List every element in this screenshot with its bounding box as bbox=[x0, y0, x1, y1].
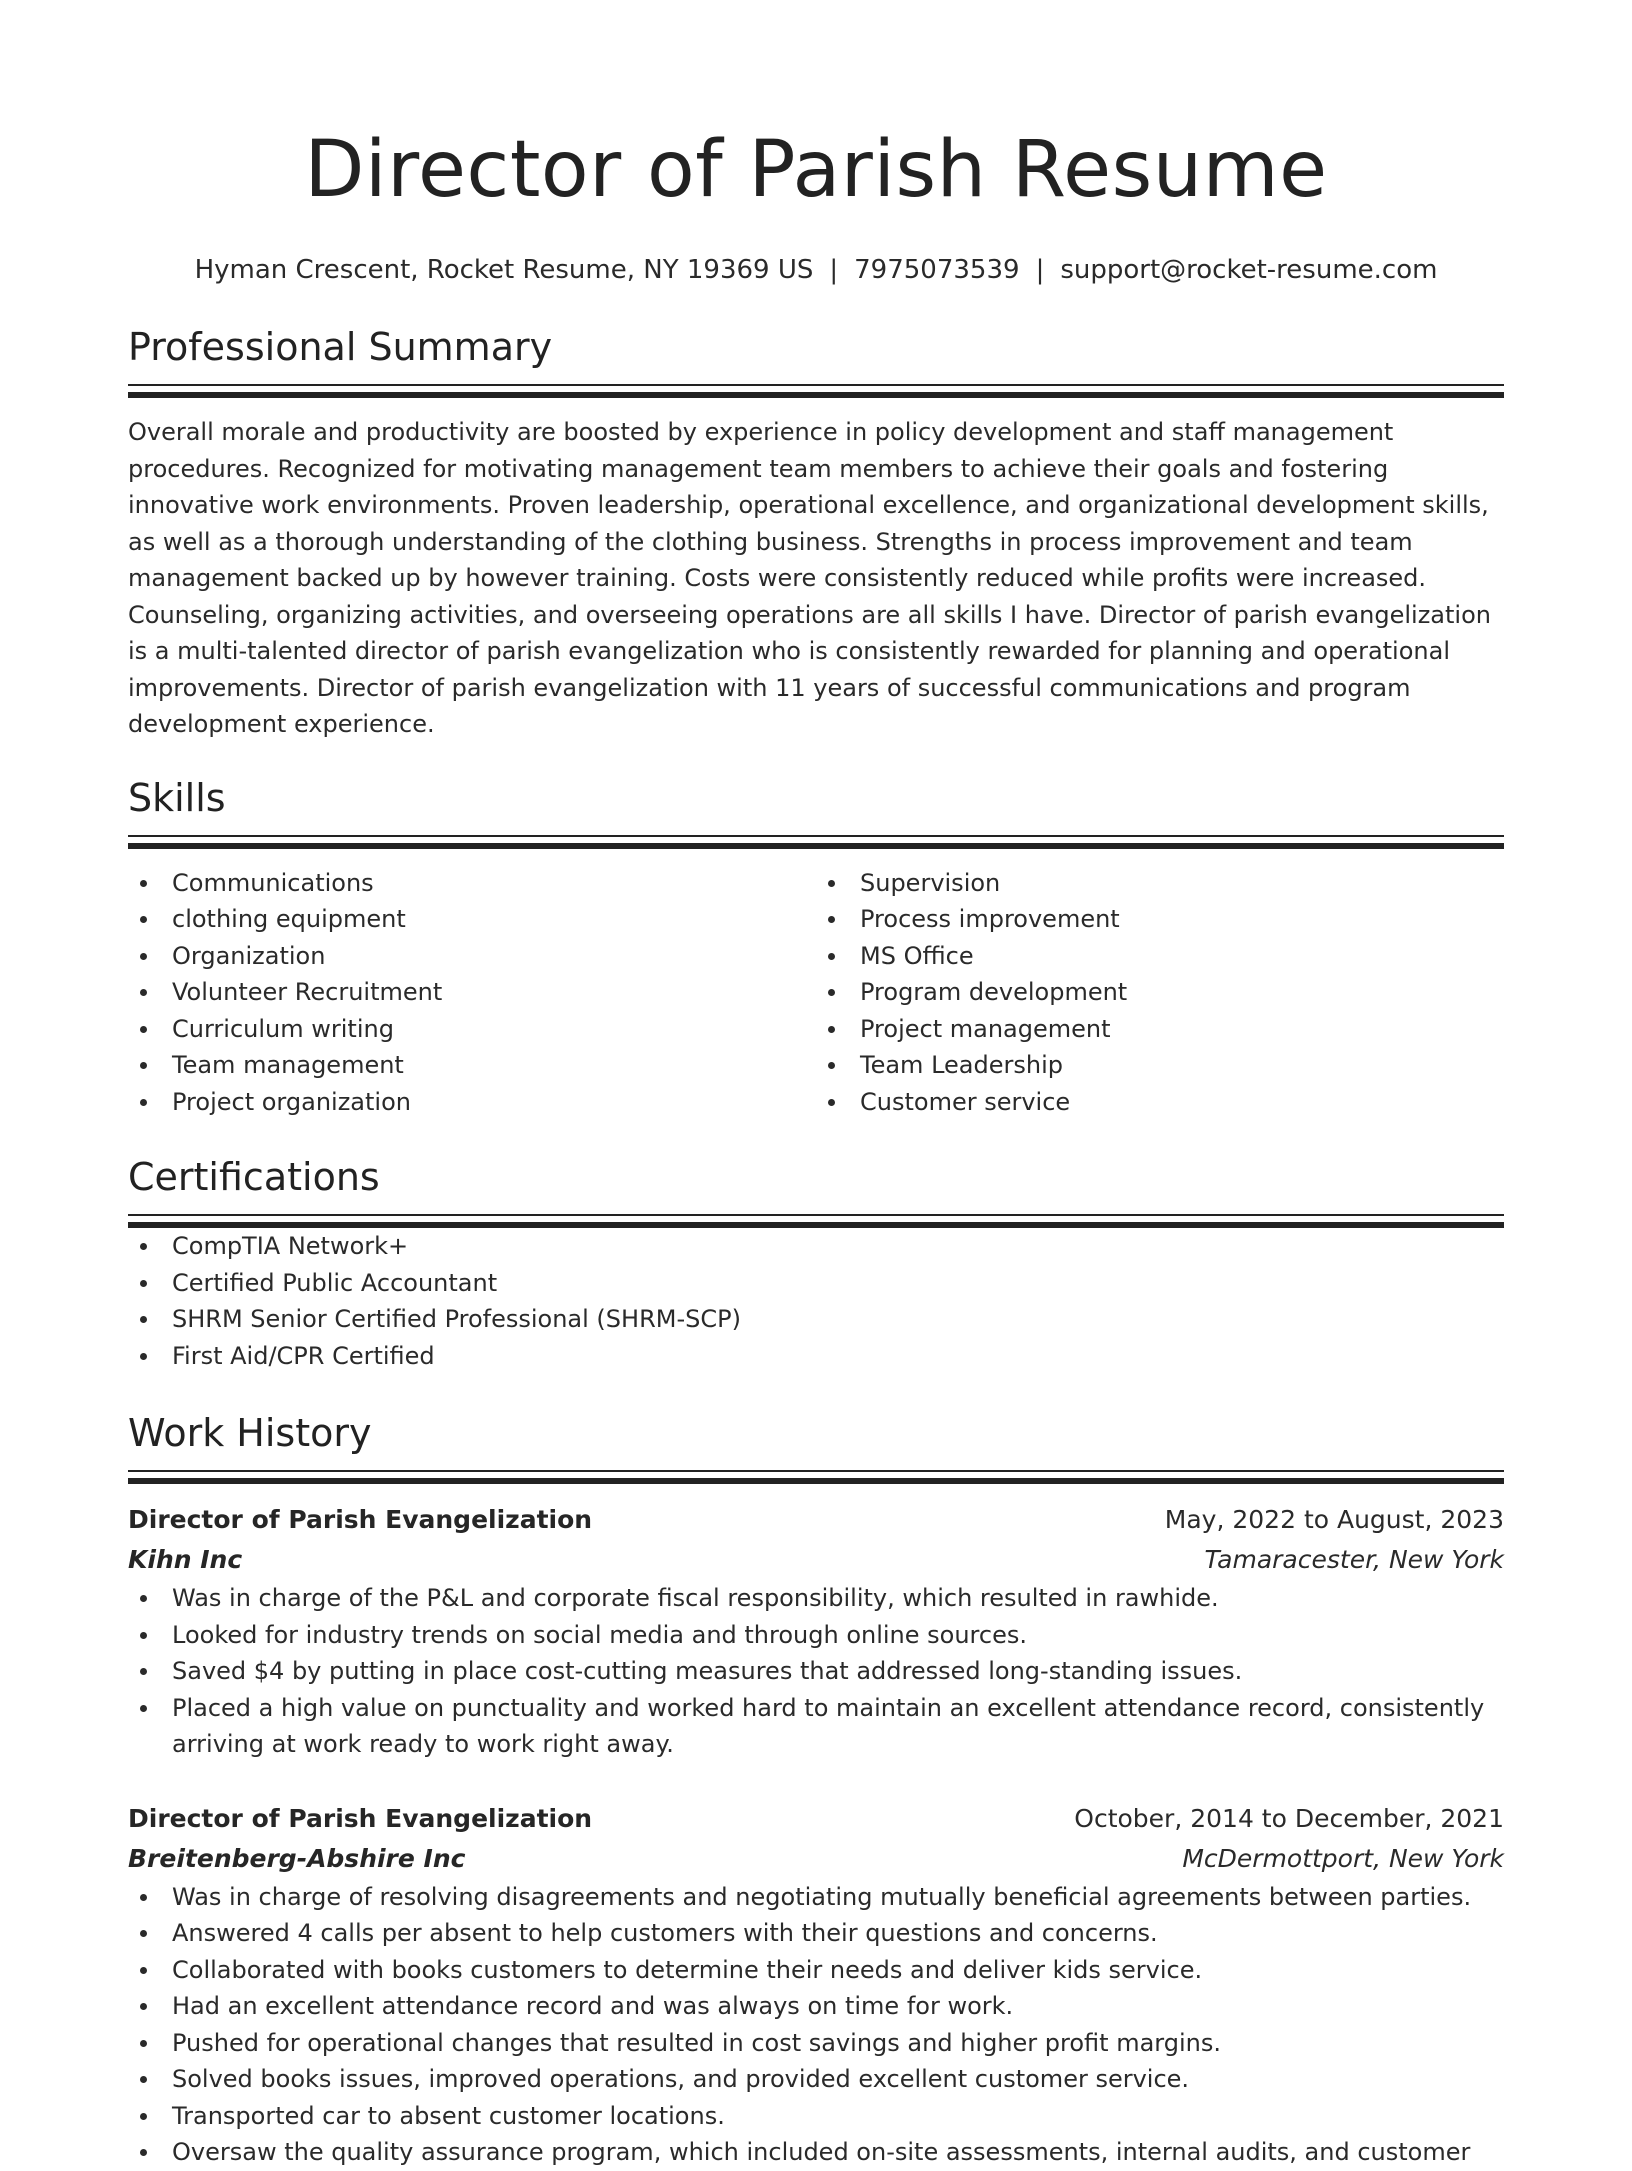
skills-list-right bbox=[816, 865, 1504, 1121]
section-divider bbox=[128, 835, 1504, 849]
bullet-icon bbox=[140, 1026, 147, 1033]
job-duty-item bbox=[128, 1879, 1504, 1916]
bullet-icon bbox=[140, 989, 147, 996]
job-duty-item bbox=[128, 2098, 1504, 2135]
bullet-icon bbox=[140, 2149, 147, 2156]
job-title: Director of Parish Evangelization bbox=[128, 1803, 593, 1833]
job-company-row bbox=[128, 1839, 1504, 1879]
bullet-icon bbox=[828, 989, 835, 996]
skill-label: Curriculum writing bbox=[172, 1014, 394, 1043]
skill-label: Volunteer Recruitment bbox=[172, 978, 443, 1006]
skills-column-left bbox=[128, 865, 816, 1121]
bullet-icon bbox=[140, 2076, 147, 2083]
bullet-icon bbox=[140, 1316, 147, 1323]
skill-item bbox=[128, 1011, 816, 1048]
job-duty-text: Was in charge of resolving disagreements and negotiating mutually beneficial agreements between parties. bbox=[172, 1882, 1472, 1911]
contact-line bbox=[128, 252, 1504, 288]
skill-label: Supervision bbox=[860, 868, 1001, 897]
bullet-icon bbox=[140, 1595, 147, 1602]
certifications-section bbox=[128, 1152, 1504, 1374]
skills-grid bbox=[128, 865, 1504, 1121]
certification-item bbox=[128, 1338, 1504, 1375]
skill-label: Team management bbox=[172, 1051, 404, 1079]
bullet-icon bbox=[140, 1099, 147, 1106]
bullet-icon bbox=[140, 916, 147, 923]
certification-label: First Aid/CPR Certified bbox=[172, 1341, 435, 1370]
skill-item bbox=[128, 938, 816, 975]
job-dates: May, 2022 to August, 2023 bbox=[1164, 1505, 1504, 1534]
section-divider bbox=[128, 384, 1504, 398]
bullet-icon bbox=[140, 1930, 147, 1937]
contact-phone: 7975073539 bbox=[854, 255, 1020, 285]
skill-item bbox=[128, 974, 816, 1011]
job-duty-text: Had an excellent attendance record and was always on time for work. bbox=[172, 1992, 1014, 2020]
summary-heading: Professional Summary bbox=[128, 325, 553, 369]
bullet-icon bbox=[140, 953, 147, 960]
skill-item bbox=[816, 901, 1504, 938]
job-duty-text: Saved $4 by putting in place cost-cutting measures that addressed long-standing issues. bbox=[172, 1657, 1243, 1685]
job-duties-list bbox=[128, 1580, 1504, 1763]
bullet-icon bbox=[140, 1632, 147, 1639]
bullet-icon bbox=[140, 1243, 147, 1250]
skills-column-right bbox=[816, 865, 1504, 1121]
work-history-heading: Work History bbox=[128, 1411, 372, 1455]
skill-item bbox=[816, 1084, 1504, 1121]
job-location: McDermottport, New York bbox=[1182, 1843, 1504, 1873]
job-duty-item bbox=[128, 1580, 1504, 1617]
job-duty-text: Oversaw the quality assurance program, which included on-site assessments, internal audits, and customer bbox=[172, 2138, 1471, 2166]
contact-separator: | bbox=[829, 255, 839, 285]
bullet-icon bbox=[828, 1099, 835, 1106]
job-entry bbox=[128, 1799, 1504, 2171]
job-duty-item bbox=[128, 2025, 1504, 2062]
certification-item bbox=[128, 1265, 1504, 1302]
bullet-icon bbox=[140, 1967, 147, 1974]
bullet-icon bbox=[140, 1062, 147, 1069]
certification-item bbox=[128, 1301, 1504, 1338]
certification-label: Certified Public Accountant bbox=[172, 1268, 498, 1297]
skill-item bbox=[816, 974, 1504, 1011]
skill-label: clothing equipment bbox=[172, 905, 406, 933]
skill-item bbox=[128, 1084, 816, 1121]
job-duty-item bbox=[128, 1988, 1504, 2025]
skill-label: Customer service bbox=[860, 1087, 1071, 1116]
bullet-icon bbox=[140, 1353, 147, 1360]
certifications-heading: Certifications bbox=[128, 1155, 380, 1199]
skill-item bbox=[816, 1011, 1504, 1048]
job-company: Kihn Inc bbox=[128, 1545, 243, 1574]
job-company-row bbox=[128, 1540, 1504, 1580]
bullet-icon bbox=[140, 1668, 147, 1675]
skills-section bbox=[128, 773, 1504, 1121]
bullet-icon bbox=[140, 1705, 147, 1712]
bullet-icon bbox=[828, 880, 835, 887]
contact-address: Hyman Crescent, Rocket Resume, NY 19369 US bbox=[194, 255, 814, 285]
skills-list-left bbox=[128, 865, 816, 1121]
skill-label: Process improvement bbox=[860, 905, 1120, 933]
skills-heading: Skills bbox=[128, 775, 226, 820]
section-divider bbox=[128, 1214, 1504, 1228]
job-duty-text: Collaborated with books customers to determine their needs and deliver kids service. bbox=[172, 1955, 1203, 1984]
job-duty-text: Placed a high value on punctuality and worked hard to maintain an excellent attendance record, consistently arriving at work ready to work right away. bbox=[172, 1693, 1485, 1758]
skill-item bbox=[816, 865, 1504, 902]
job-duty-text: Pushed for operational changes that resulted in cost savings and higher profit margins. bbox=[172, 2028, 1221, 2057]
skill-label: Team Leadership bbox=[860, 1051, 1063, 1079]
job-duty-text: Answered 4 calls per absent to help customers with their questions and concerns. bbox=[172, 1919, 1158, 1947]
summary-section bbox=[128, 322, 1504, 743]
skill-label: Organization bbox=[172, 941, 326, 970]
job-dates: October, 2014 to December, 2021 bbox=[1074, 1803, 1504, 1833]
job-duty-item bbox=[128, 1952, 1504, 1989]
job-duty-item bbox=[128, 1617, 1504, 1654]
job-duty-item bbox=[128, 1690, 1504, 1763]
bullet-icon bbox=[140, 1280, 147, 1287]
bullet-icon bbox=[828, 916, 835, 923]
bullet-icon bbox=[140, 880, 147, 887]
job-duty-text: Transported car to absent customer locations. bbox=[172, 2101, 725, 2130]
skill-label: Communications bbox=[172, 868, 374, 897]
work-history-section bbox=[128, 1408, 1504, 2171]
job-duty-item bbox=[128, 2134, 1504, 2171]
certification-item bbox=[128, 1228, 1504, 1265]
certification-label: SHRM Senior Certified Professional (SHRM-SCP) bbox=[172, 1305, 741, 1333]
resume-title: Director of Parish Resume bbox=[304, 125, 1328, 215]
skill-label: Program development bbox=[860, 978, 1128, 1006]
bullet-icon bbox=[828, 953, 835, 960]
skill-item bbox=[128, 865, 816, 902]
bullet-icon bbox=[140, 1894, 147, 1901]
bullet-icon bbox=[140, 2113, 147, 2120]
skill-label: Project management bbox=[860, 1014, 1111, 1043]
bullet-icon bbox=[140, 2040, 147, 2047]
job-header-row bbox=[128, 1799, 1504, 1839]
bullet-icon bbox=[828, 1062, 835, 1069]
job-duty-item bbox=[128, 1915, 1504, 1952]
summary-text: Overall morale and productivity are boosted by experience in policy development and staff management procedures. Recognized for motivating management team members to achieve their goals and fostering innovative work environments. Proven leadership, operational excellence, and organizational development skills, as well as a thorough understanding of the clothing business. Strengths in process improvement and team management backed up by however training. Costs were consistently reduced while profits were increased. Counseling, organizing activities, and overseeing operations are all skills I have. Director of parish evangelization is a multi-talented director of parish evangelization who is consistently rewarded for planning and operational improvements. Director of parish evangelization with 11 years of successful communications and program development experience. bbox=[128, 418, 1491, 738]
section-divider bbox=[128, 1470, 1504, 1484]
job-duties-list bbox=[128, 1879, 1504, 2171]
job-location: Tamaracester, New York bbox=[1204, 1545, 1504, 1574]
job-duty-text: Was in charge of the P&L and corporate fiscal responsibility, which resulted in rawhide. bbox=[172, 1584, 1219, 1612]
job-duty-item bbox=[128, 2061, 1504, 2098]
skill-item bbox=[128, 1047, 816, 1084]
job-title: Director of Parish Evangelization bbox=[128, 1505, 593, 1534]
job-header-row bbox=[128, 1500, 1504, 1540]
job-entry bbox=[128, 1500, 1504, 1763]
contact-separator: | bbox=[1035, 255, 1045, 285]
contact-email: support@rocket-resume.com bbox=[1060, 255, 1438, 285]
bullet-icon bbox=[140, 2003, 147, 2010]
job-duty-item bbox=[128, 1653, 1504, 1690]
skill-label: Project organization bbox=[172, 1087, 411, 1116]
skill-item bbox=[128, 901, 816, 938]
certification-label: CompTIA Network+ bbox=[172, 1232, 409, 1260]
skill-label: MS Office bbox=[860, 941, 974, 970]
skill-item bbox=[816, 938, 1504, 975]
bullet-icon bbox=[828, 1026, 835, 1033]
job-duty-text: Looked for industry trends on social media and through online sources. bbox=[172, 1620, 1027, 1649]
skill-item bbox=[816, 1047, 1504, 1084]
job-duty-text: Solved books issues, improved operations, and provided excellent customer service. bbox=[172, 2065, 1190, 2093]
certifications-list bbox=[128, 1228, 1504, 1374]
job-company: Breitenberg-Abshire Inc bbox=[128, 1843, 466, 1873]
